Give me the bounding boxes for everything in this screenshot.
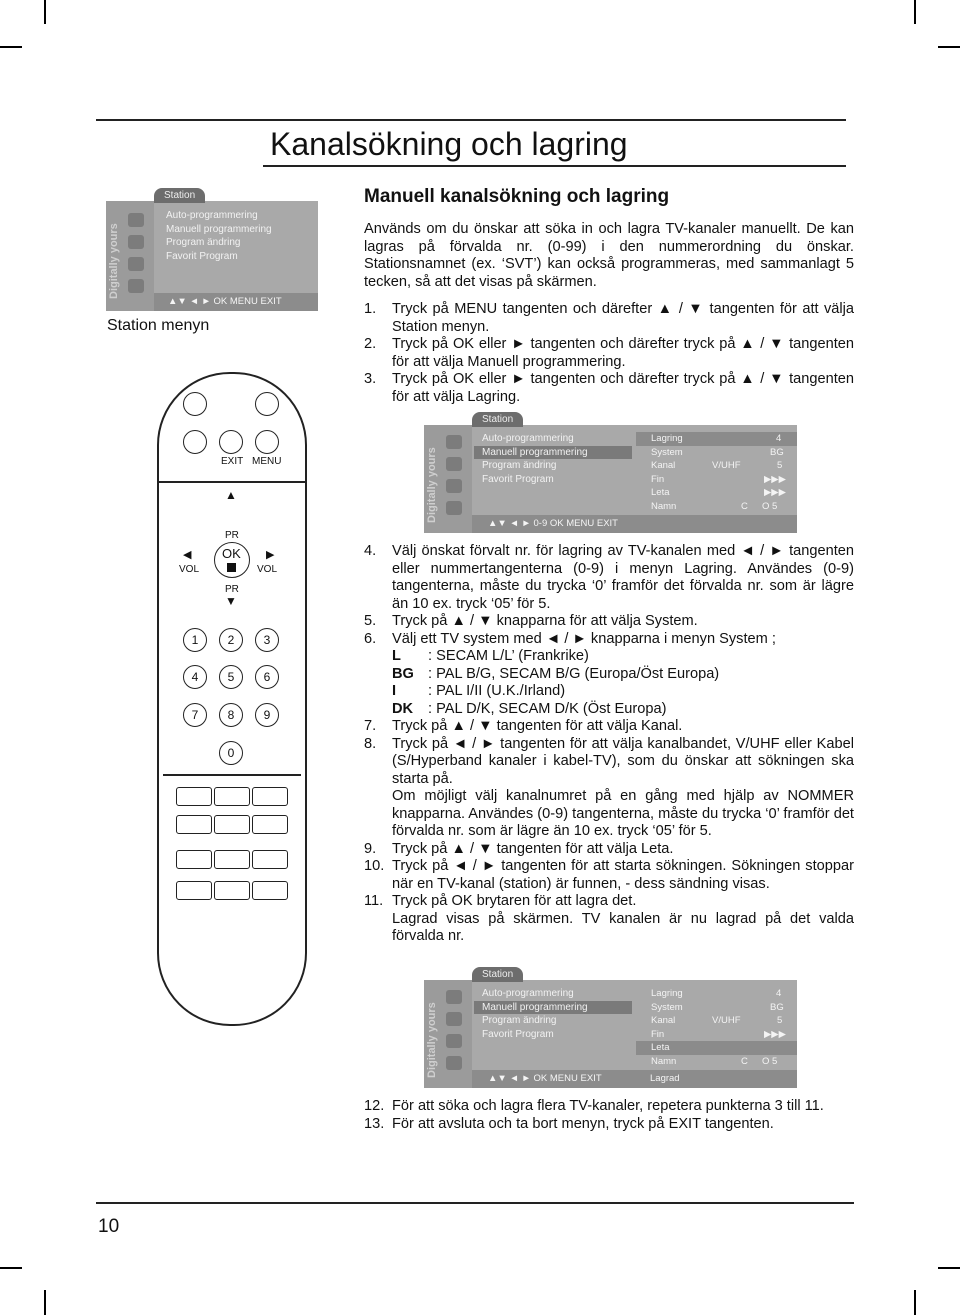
row-mid: V/UHF bbox=[712, 1015, 741, 1026]
row-label: Leta bbox=[651, 487, 670, 498]
osd-menu-list bbox=[158, 209, 318, 263]
osd-brand: Digitally yours bbox=[426, 1002, 438, 1078]
system-value: : PAL D/K, SECAM D/K (Öst Europa) bbox=[428, 700, 667, 717]
step bbox=[364, 911, 854, 946]
remote-button[interactable] bbox=[176, 815, 212, 834]
osd-item[interactable]: Program ändring bbox=[482, 1015, 557, 1026]
osd-item[interactable]: Auto-programmering bbox=[482, 433, 574, 444]
osd-item[interactable]: Program ändring bbox=[482, 460, 557, 471]
row-label: System bbox=[651, 446, 683, 458]
row-label: Namn bbox=[651, 1055, 677, 1067]
step-text: Tryck på OK brytaren för att lagra det. bbox=[392, 893, 637, 909]
vol-label: VOL bbox=[179, 564, 200, 575]
step-number: 3. bbox=[364, 371, 377, 387]
step bbox=[364, 1098, 854, 1116]
lagrad-menu-osd bbox=[424, 969, 797, 1088]
step-number: 10. bbox=[364, 858, 385, 874]
tv-icon bbox=[128, 235, 144, 249]
row-value: BG bbox=[770, 446, 784, 458]
digit-button[interactable]: 8 bbox=[219, 703, 243, 727]
osd-submenu bbox=[636, 987, 797, 1068]
submenu-row[interactable] bbox=[636, 1028, 797, 1042]
digit-button[interactable]: 5 bbox=[219, 665, 243, 689]
row-label: Fin bbox=[651, 473, 665, 485]
osd-footer bbox=[154, 293, 318, 311]
vol-left-button[interactable]: ◀ bbox=[183, 549, 192, 561]
steps-12-13 bbox=[364, 1098, 854, 1133]
nav-pad bbox=[179, 486, 279, 616]
step-number: 4. bbox=[364, 543, 377, 559]
menu-button[interactable] bbox=[255, 430, 279, 454]
crop-mark bbox=[0, 1267, 22, 1269]
osd-menu-list bbox=[474, 432, 632, 486]
crop-mark bbox=[938, 1267, 960, 1269]
row-value: 4 bbox=[776, 433, 782, 444]
crop-mark bbox=[938, 46, 960, 48]
step-text: Tryck på ▲ / ▼ knapparna för att välja System. bbox=[392, 613, 698, 629]
step-number: 12. bbox=[364, 1098, 385, 1114]
digit-button[interactable]: 4 bbox=[183, 665, 207, 689]
step-number: 9. bbox=[364, 840, 377, 857]
divider bbox=[163, 774, 301, 776]
osd-item[interactable]: Manuell programmering bbox=[474, 1001, 632, 1015]
step-text: Välj önskat förvalt nr. för lagring av TV-kanalen med ◄ / ► tangenten eller nummertangenterna (0-9) i menyn Lagring. Användes (0-9) tangenterna, måste du trycka ‘0’ framför det förvalda nr. som är lägre än 10 ex. tryck ‘05’ för 5. bbox=[392, 543, 854, 612]
step-number: 2. bbox=[364, 336, 377, 352]
row-label: Kanal bbox=[651, 460, 676, 471]
step bbox=[364, 1116, 854, 1134]
osd-item[interactable]: Auto-programmering bbox=[482, 988, 574, 999]
step-number: 11. bbox=[364, 893, 384, 909]
row-value: BG bbox=[770, 1001, 784, 1013]
section-title: Manuell kanalsökning och lagring bbox=[364, 186, 670, 207]
submenu-row[interactable] bbox=[636, 1041, 797, 1055]
osd-item[interactable]: Manuell programmering bbox=[166, 223, 272, 235]
crop-mark bbox=[914, 1290, 916, 1315]
bottom-rule bbox=[96, 1202, 854, 1204]
osd-tab: Station bbox=[472, 967, 523, 982]
system-row bbox=[392, 666, 854, 684]
step-number: 1. bbox=[364, 301, 377, 317]
step-text: För att söka och lagra flera TV-kanaler, repetera punkterna 3 till 11. bbox=[392, 1098, 824, 1114]
step bbox=[364, 858, 854, 893]
page-title: Kanalsökning och lagring bbox=[270, 126, 628, 162]
crop-mark bbox=[44, 0, 46, 24]
satellite-icon bbox=[446, 990, 462, 1004]
step-text: För att avsluta och ta bort menyn, tryck på EXIT tangenten. bbox=[392, 1115, 774, 1132]
page-number: 10 bbox=[98, 1216, 120, 1237]
step bbox=[364, 371, 854, 406]
digit-button[interactable]: 9 bbox=[255, 703, 279, 727]
satellite-icon bbox=[128, 213, 144, 227]
remote-button[interactable] bbox=[214, 881, 250, 900]
remote-button[interactable] bbox=[252, 815, 288, 834]
remote-button[interactable] bbox=[214, 850, 250, 869]
remote-button[interactable] bbox=[176, 850, 212, 869]
submenu-row[interactable] bbox=[636, 1055, 797, 1069]
remote-button[interactable] bbox=[252, 881, 288, 900]
remote-button[interactable] bbox=[214, 787, 250, 806]
osd-item[interactable]: Manuell programmering bbox=[474, 446, 632, 460]
title-rule bbox=[263, 165, 846, 167]
row-value: 5 bbox=[777, 1015, 783, 1026]
system-key: BG bbox=[392, 665, 414, 682]
row-value: ▶▶▶ bbox=[764, 487, 786, 498]
submenu-row[interactable] bbox=[636, 432, 797, 446]
pr-down-button[interactable]: ▼ bbox=[225, 594, 237, 608]
submenu-row[interactable] bbox=[636, 1001, 797, 1015]
row-label: Fin bbox=[651, 1028, 665, 1040]
digit-button[interactable]: 6 bbox=[255, 665, 279, 689]
step bbox=[364, 718, 854, 736]
step bbox=[364, 788, 854, 841]
osd-item[interactable]: Favorit Program bbox=[482, 473, 554, 485]
remote-button[interactable] bbox=[252, 850, 288, 869]
vol-right-button[interactable]: ▶ bbox=[266, 549, 275, 561]
exit-button[interactable] bbox=[219, 430, 243, 454]
speaker-icon bbox=[128, 257, 144, 271]
step bbox=[364, 613, 854, 631]
speaker-icon bbox=[446, 1034, 462, 1048]
osd-menu-list bbox=[474, 987, 632, 1041]
exit-label: EXIT bbox=[221, 456, 244, 467]
stop-icon bbox=[227, 563, 236, 572]
crop-mark bbox=[914, 0, 916, 24]
lagring-menu-osd bbox=[424, 414, 797, 533]
remote-button[interactable] bbox=[255, 392, 279, 416]
osd-footer-keys: ▲▼ ◄ ► OK MENU EXIT bbox=[488, 1073, 602, 1084]
row-label: Lagring bbox=[651, 433, 683, 444]
osd-submenu bbox=[636, 432, 797, 513]
digit-button[interactable]: 1 bbox=[183, 628, 207, 652]
top-rule bbox=[96, 119, 846, 121]
steps-1-3 bbox=[364, 301, 854, 406]
figure-caption: Station menyn bbox=[107, 317, 210, 334]
system-key: I bbox=[392, 683, 397, 699]
system-key: DK bbox=[392, 700, 414, 717]
digit-button[interactable]: 7 bbox=[183, 703, 207, 727]
remote-button[interactable] bbox=[183, 430, 207, 454]
remote-button[interactable] bbox=[176, 787, 212, 806]
digit-button[interactable]: 0 bbox=[219, 741, 243, 765]
divider bbox=[159, 481, 305, 483]
system-key: L bbox=[392, 648, 401, 664]
pr-label: PR bbox=[225, 584, 239, 595]
crop-mark bbox=[0, 46, 22, 48]
system-value: : PAL B/G, SECAM B/G (Europa/Öst Europa) bbox=[428, 665, 720, 682]
osd-footer bbox=[472, 515, 797, 533]
submenu-row[interactable] bbox=[636, 500, 797, 514]
system-row bbox=[392, 683, 854, 701]
row-value: ▶▶▶ bbox=[764, 1028, 786, 1040]
ok-label: OK bbox=[222, 546, 241, 561]
row-mid: C bbox=[741, 500, 748, 512]
osd-footer bbox=[472, 1070, 797, 1088]
speaker-icon bbox=[446, 479, 462, 493]
step-number: 6. bbox=[364, 630, 377, 647]
step bbox=[364, 631, 854, 649]
remote-button[interactable] bbox=[252, 787, 288, 806]
step bbox=[364, 841, 854, 859]
step bbox=[364, 336, 854, 371]
step-text: Tryck på ◄ / ► tangenten för att välja kanalbandet, V/UHF eller Kabel (S/Hyperband kanaler i kabel-TV), som du önskar att sökningen ska starta på. bbox=[392, 735, 854, 787]
crop-mark bbox=[44, 1290, 46, 1315]
step-number bbox=[364, 788, 392, 841]
submenu-row[interactable] bbox=[636, 459, 797, 473]
system-value: : SECAM L/L’ (Frankrike) bbox=[428, 648, 589, 664]
row-label: Namn bbox=[651, 500, 677, 512]
submenu-row[interactable] bbox=[636, 473, 797, 487]
osd-tab: Station bbox=[154, 188, 205, 203]
pen-icon bbox=[446, 1056, 462, 1070]
row-label: Kanal bbox=[651, 1015, 676, 1026]
digit-button[interactable]: 2 bbox=[219, 628, 243, 652]
step-text: Lagrad visas på skärmen. TV kanalen är nu lagrad på det valda förvalda nr. bbox=[392, 910, 854, 944]
step-number: 13. bbox=[364, 1115, 385, 1132]
step bbox=[364, 893, 854, 911]
step bbox=[364, 736, 854, 789]
steps-4-11 bbox=[364, 543, 854, 946]
step-text: Tryck på OK eller ► tangenten och därefter tryck på ▲ / ▼ tangenten för att välja Lagring. bbox=[392, 371, 854, 405]
step-text: Välj ett TV system med ◄ / ► knapparna i menyn System ; bbox=[392, 630, 776, 647]
intro-text bbox=[364, 221, 854, 299]
step-number bbox=[364, 911, 392, 946]
step-text: Om möjligt välj kanalnumret på en gång med hjälp av NOMMER knapparna. Användes (0-9) tangenterna, måste du trycka ‘0’ framför det förvalda nr. som är lägre än 10 ex. tryck ‘05’ för 5. bbox=[392, 788, 854, 839]
station-menu-osd bbox=[106, 190, 318, 311]
step-text: Tryck på OK eller ► tangenten och därefter tryck på ▲ / ▼ tangenten för att välja Manuell programmering. bbox=[392, 336, 854, 370]
row-value: O 5 bbox=[762, 1055, 778, 1067]
submenu-row[interactable] bbox=[636, 486, 797, 500]
osd-brand: Digitally yours bbox=[108, 223, 120, 299]
pr-label: PR bbox=[225, 530, 239, 541]
osd-item[interactable]: Program ändring bbox=[166, 237, 241, 248]
row-label: System bbox=[651, 1001, 683, 1013]
menu-label: MENU bbox=[252, 456, 282, 467]
row-value: O 5 bbox=[762, 500, 778, 512]
status-text: Lagrad bbox=[650, 1073, 680, 1084]
step-number: 8. bbox=[364, 735, 377, 752]
intro-paragraph: Används om du önskar att söka in och lagra TV-kanaler manuellt. De kan lagras på förvalda nr. (0-99) i den nummerordning du önskar. Stationsnamnet (ex. ‘SVT’) kan också programmeras, med sammanlagt 5 tecken, så att det visas på skärmen. bbox=[364, 221, 854, 290]
pen-icon bbox=[446, 501, 462, 515]
row-value: 5 bbox=[777, 460, 783, 471]
step-text: Tryck på MENU tangenten och därefter ▲ / ▼ tangenten för att välja Station menyn. bbox=[392, 301, 854, 335]
osd-footer-keys: ▲▼ ◄ ► 0-9 OK MENU EXIT bbox=[488, 518, 618, 529]
remote-control bbox=[157, 372, 307, 1026]
osd-sidebar bbox=[424, 980, 472, 1088]
row-label: Leta bbox=[651, 1042, 670, 1053]
pr-up-button[interactable]: ▲ bbox=[225, 488, 237, 502]
osd-sidebar bbox=[106, 201, 154, 311]
osd-item[interactable]: Favorit Program bbox=[482, 1028, 554, 1040]
system-row bbox=[392, 648, 854, 666]
pen-icon bbox=[128, 279, 144, 293]
step-text: Tryck på ◄ / ► tangenten för att starta sökningen. Sökningen stoppar när en TV-kanal (station) är funnen, - dess sändning visas. bbox=[392, 858, 854, 892]
submenu-row[interactable] bbox=[636, 446, 797, 460]
row-mid: C bbox=[741, 1055, 748, 1067]
osd-tab: Station bbox=[472, 412, 523, 427]
step-text: Tryck på ▲ / ▼ tangenten för att välja Leta. bbox=[392, 840, 674, 857]
step bbox=[364, 301, 854, 336]
osd-item[interactable]: Favorit Program bbox=[166, 250, 238, 262]
satellite-icon bbox=[446, 435, 462, 449]
row-value: ▶▶▶ bbox=[764, 473, 786, 485]
tv-icon bbox=[446, 457, 462, 471]
system-value: : PAL I/II (U.K./Irland) bbox=[428, 683, 566, 699]
row-value: 4 bbox=[776, 988, 782, 999]
step bbox=[364, 543, 854, 613]
remote-button[interactable] bbox=[176, 881, 212, 900]
step-text: Tryck på ▲ / ▼ tangenten för att välja Kanal. bbox=[392, 718, 683, 734]
remote-button[interactable] bbox=[183, 392, 207, 416]
step-number: 5. bbox=[364, 613, 377, 629]
row-label: Lagring bbox=[651, 988, 683, 999]
tv-icon bbox=[446, 1012, 462, 1026]
row-mid: V/UHF bbox=[712, 460, 741, 471]
osd-item[interactable]: Auto-programmering bbox=[166, 210, 258, 221]
step-number: 7. bbox=[364, 718, 377, 734]
osd-sidebar bbox=[424, 425, 472, 533]
osd-brand: Digitally yours bbox=[426, 447, 438, 523]
remote-button[interactable] bbox=[214, 815, 250, 834]
system-row bbox=[392, 701, 854, 719]
submenu-row[interactable] bbox=[636, 987, 797, 1001]
vol-label: VOL bbox=[257, 564, 278, 575]
submenu-row[interactable] bbox=[636, 1014, 797, 1028]
osd-footer-keys: ▲▼ ◄ ► OK MENU EXIT bbox=[168, 296, 282, 307]
digit-button[interactable]: 3 bbox=[255, 628, 279, 652]
